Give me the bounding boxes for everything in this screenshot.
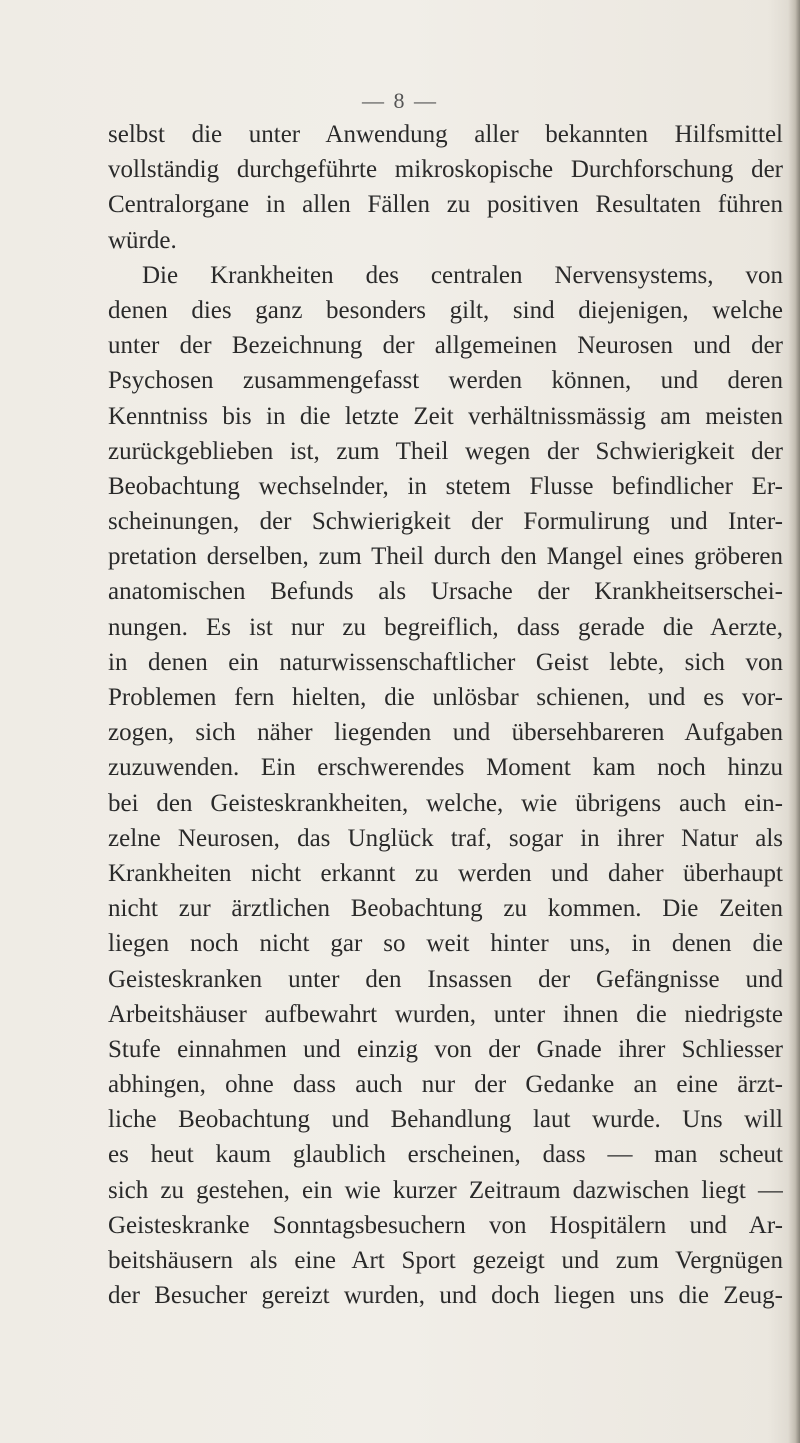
text-line: vollständig durchgeführte mikroskopische Durchforschung der bbox=[108, 156, 783, 184]
page-number: — 8 — bbox=[362, 88, 438, 113]
text-line: nicht zur ärztlichen Beobachtung zu kommen. Die Zeiten bbox=[108, 895, 783, 923]
text-line: abhingen, ohne dass auch nur der Gedanke an eine ärzt- bbox=[108, 1071, 783, 1099]
text-line: es heut kaum glaublich erscheinen, dass — man scheut bbox=[108, 1141, 783, 1169]
text-line: Die Krankheiten des centralen Nervensystems, von bbox=[142, 261, 783, 289]
text-line: pretation derselben, zum Theil durch den Mangel eines gröberen bbox=[108, 543, 783, 571]
text-line: scheinungen, der Schwierigkeit der Formulirung und Inter- bbox=[108, 508, 783, 536]
page-edge-shadow bbox=[788, 0, 800, 1443]
text-line: Psychosen zusammengefasst werden können, und deren bbox=[108, 367, 783, 395]
text-line: würde. bbox=[108, 226, 177, 254]
text-line: bei den Geisteskrankheiten, welche, wie übrigens auch ein- bbox=[108, 789, 783, 817]
text-line: beitshäusern als eine Art Sport gezeigt und zum Vergnügen bbox=[108, 1247, 783, 1274]
text-line: der Besucher gereizt wurden, und doch liegen uns die Zeug- bbox=[108, 1282, 783, 1310]
text-line: Geisteskranke Sonntagsbesuchern von Hospitälern und Ar- bbox=[108, 1211, 783, 1239]
text-line: zelne Neurosen, das Unglück traf, sogar in ihrer Natur als bbox=[108, 824, 783, 852]
text-line: Problemen fern hielten, die unlösbar schienen, und es vor- bbox=[108, 684, 783, 711]
text-line: liche Beobachtung und Behandlung laut wurde. Uns will bbox=[108, 1106, 783, 1134]
text-line: Arbeitshäuser aufbewahrt wurden, unter ihnen die niedrigste bbox=[108, 1000, 783, 1028]
text-line: Krankheiten nicht erkannt zu werden und daher überhaupt bbox=[108, 859, 783, 887]
text-line: Kenntniss bis in die letzte Zeit verhältnissmässig am meisten bbox=[108, 402, 783, 430]
text-line: zurückgeblieben ist, zum Theil wegen der Schwierigkeit der bbox=[108, 437, 783, 465]
text-line: in denen ein naturwissenschaftlicher Geist lebte, sich von bbox=[108, 648, 783, 676]
text-line: Stufe einnahmen und einzig von der Gnade ihrer Schliesser bbox=[108, 1035, 783, 1063]
text-line: denen dies ganz besonders gilt, sind diejenigen, welche bbox=[108, 296, 783, 324]
text-line: anatomischen Befunds als Ursache der Krankheitserschei- bbox=[108, 578, 783, 606]
text-line: zogen, sich näher liegenden und übersehbareren Aufgaben bbox=[108, 719, 783, 747]
text-line: Beobachtung wechselnder, in stetem Flusse befindlicher Er- bbox=[108, 472, 783, 500]
text-line: unter der Bezeichnung der allgemeinen Neurosen und der bbox=[108, 332, 783, 360]
text-line: Geisteskranken unter den Insassen der Gefängnisse und bbox=[108, 965, 783, 993]
text-line: liegen noch nicht gar so weit hinter uns, in denen die bbox=[108, 930, 783, 958]
text-line: nungen. Es ist nur zu begreiflich, dass gerade die Aerzte, bbox=[108, 613, 783, 641]
body-text bbox=[108, 117, 783, 1313]
text-line: zuzuwenden. Ein erschwerendes Moment kam noch hinzu bbox=[108, 754, 783, 782]
text-line: Centralorgane in allen Fällen zu positiven Resultaten führen bbox=[108, 191, 783, 219]
text-line: sich zu gestehen, ein wie kurzer Zeitraum dazwischen liegt — bbox=[108, 1176, 783, 1204]
text-line: selbst die unter Anwendung aller bekannten Hilfsmittel bbox=[108, 121, 783, 148]
